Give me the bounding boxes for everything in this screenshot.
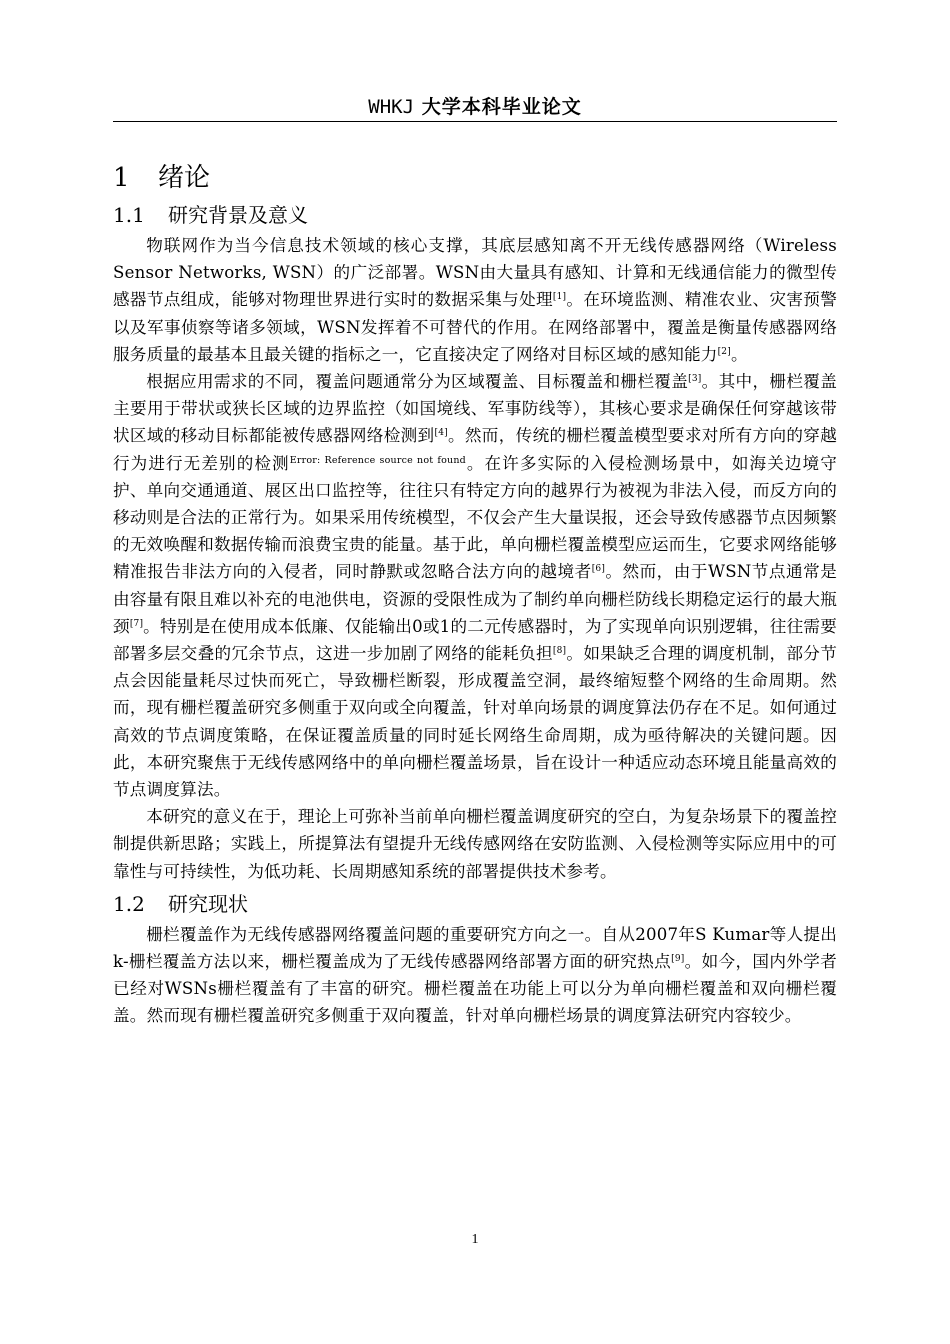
paragraph-text: 物联网作为当今信息技术领域的核心支撑，其底层感知离不开无线传感器网络（Wireless Sensor Networks, WSN）的广泛部署。WSN由大量具有感知、计算和无线通信能力的微型传感器节点组成，能够对物理世界进行实时的数据采集与处理 [113, 236, 837, 310]
section-number: 1.1 [113, 203, 145, 227]
citation-1: [1] [552, 292, 567, 303]
citation-8: [8] [552, 646, 567, 657]
section-heading-1-1 [113, 198, 837, 232]
header-institution-code: WHKJ [368, 96, 415, 118]
chapter-heading [113, 158, 837, 198]
paragraph-background [113, 232, 837, 368]
paragraph-text: 栅栏覆盖作为无线传感器网络覆盖问题的重要研究方向之一。自从2007年S Kumar等人提出k-栅栏覆盖方法以来，栅栏覆盖成为了无线传感器网络部署方面的研究热点 [113, 924, 837, 972]
reference-error-marker: Error: Reference source not found [289, 454, 466, 466]
paragraph-text: 。然而，由于WSN节点通常是由容量有限且难以补充的电池供电，资源的受限性成为了制约单向栅栏防线长期稳定运行的最大瓶颈 [113, 562, 837, 636]
paragraph-text: 。然而，传统的栅栏覆盖模型要求对所有方向的穿越行为进行无差别的检测 [113, 426, 837, 473]
paragraph-text: 。 [730, 344, 748, 364]
citation-2: [2] [717, 346, 731, 357]
paragraph-text: 根据应用需求的不同，覆盖问题通常分为区域覆盖、目标覆盖和栅栏覆盖 [146, 372, 689, 392]
citation-4: [4] [434, 428, 448, 439]
section-title: 研究背景及意义 [168, 203, 308, 227]
paragraph-significance: 本研究的意义在于，理论上可弥补当前单向栅栏覆盖调度研究的空白，为复杂场景下的覆盖控制提供新思路；实践上，所提算法有望提升无线传感网络在安防监测、入侵检测等实际应用中的可靠性与可持续性，为低功耗、长周期感知系统的部署提供技术参考。 [113, 807, 837, 881]
paragraph-text: 。其中，栅栏覆盖主要用于带状或狭长区域的边界监控（如国境线、军事防线等），其核心要求是确保任何穿越该带状区域的移动目标都能被传感器网络检测到 [113, 372, 837, 446]
paragraph-text: 。如果缺乏合理的调度机制，部分节点会因能量耗尽过快而死亡，导致栅栏断裂，形成覆盖空洞，最终缩短整个网络的生命周期。然而，现有栅栏覆盖研究多侧重于双向或全向覆盖，针对单向场景的调度算法仍存在不足。如何通过高效的节点调度策略，在保证覆盖质量的同时延长网络生命周期，成为亟待解决的关键问题。因此，本研究聚焦于无线传感网络中的单向栅栏覆盖场景，旨在设计一种适应动态环境且能量高效的节点调度算法。 [113, 644, 837, 800]
page-body [113, 158, 837, 1030]
citation-9: [9] [671, 954, 685, 965]
page-header [113, 93, 837, 121]
header-rule [113, 121, 837, 122]
section-number: 1.2 [113, 891, 145, 916]
chapter-title: 绪论 [158, 163, 211, 193]
paragraph-coverage-types [113, 368, 837, 803]
header-title: 大学本科毕业论文 [421, 96, 582, 118]
citation-6: [6] [591, 564, 606, 575]
chapter-number: 1 [113, 163, 130, 193]
section-title: 研究现状 [168, 891, 248, 916]
paragraph-text: 。在环境监测、精准农业、灾害预警以及军事侦察等诸多领域，WSN发挥着不可替代的作用。在网络部署中，覆盖是衡量传感器网络服务质量的最基本且最关键的指标之一，它直接决定了网络对目标区域的感知能力 [113, 290, 837, 364]
page-number: 1 [471, 1232, 479, 1247]
section-heading-1-2 [113, 887, 837, 921]
paragraph-research-status [113, 921, 837, 1030]
citation-7: [7] [129, 618, 144, 629]
paragraph-text: 。如今，国内外学者已经对WSNs栅栏覆盖有了丰富的研究。栅栏覆盖在功能上可以分为单向栅栏覆盖和双向栅栏覆盖。然而现有栅栏覆盖研究多侧重于双向覆盖，针对单向栅栏场景的调度算法研究内容较少。 [113, 952, 837, 1026]
paragraph-text: 。在许多实际的入侵检测场景中，如海关边境守护、单向交通通道、展区出口监控等，往往只有特定方向的越界行为被视为非法入侵，而反方向的移动则是合法的正常行为。如果采用传统模型，不仅会产生大量误报，还会导致传感器节点因频繁的无效唤醒和数据传输而浪费宝贵的能量。基于此，单向栅栏覆盖模型应运而生，它要求网络能够精准报告非法方向的入侵者，同时静默或忽略合法方向的越境者 [113, 453, 838, 582]
citation-3: [3] [688, 374, 702, 385]
paragraph-text: 。特别是在使用成本低廉、仅能输出0或1的二元传感器时，为了实现单向识别逻辑，往往需要部署多层交叠的冗余节点，这进一步加剧了网络的能耗负担 [113, 616, 837, 664]
